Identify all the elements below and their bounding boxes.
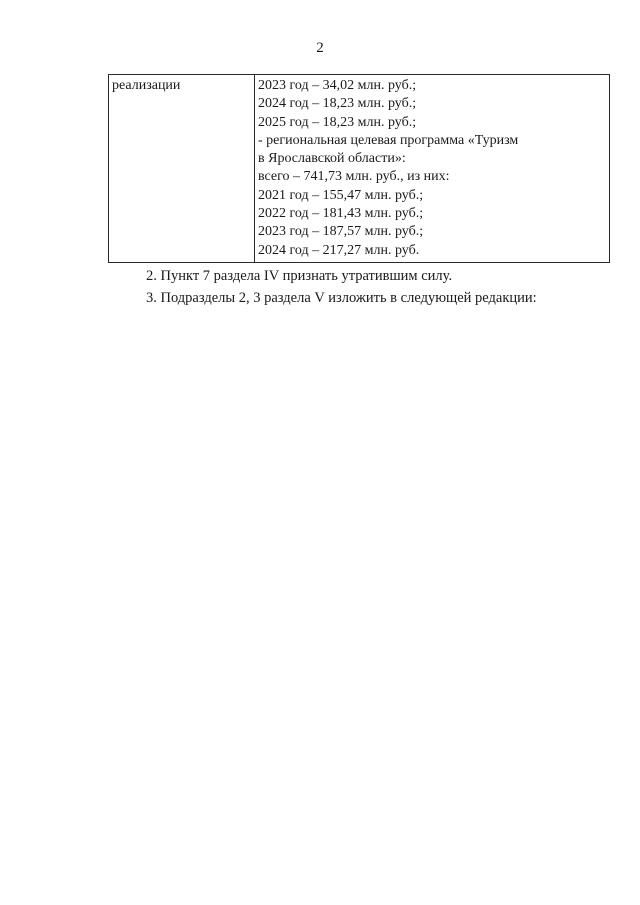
- page-number: 2: [316, 40, 324, 56]
- program-title-line: в Ярославской области»:: [258, 151, 406, 167]
- paragraph-item-2: 2. Пункт 7 раздела IV признать утратившим силу.: [146, 268, 453, 284]
- funding-line: 2024 год – 18,23 млн. руб.;: [258, 96, 417, 112]
- program-funding-table: [108, 74, 610, 263]
- table-row: [109, 75, 610, 263]
- funding-total-line: всего – 741,73 млн. руб., из них:: [258, 169, 450, 185]
- funding-line: 2023 год – 34,02 млн. руб.;: [258, 78, 417, 93]
- paragraph-item-3: 3. Подразделы 2, 3 раздела V изложить в следующей редакции:: [146, 290, 537, 306]
- funding-line: 2023 год – 187,57 млн. руб.;: [258, 224, 424, 240]
- funding-line: 2025 год – 18,23 млн. руб.;: [258, 114, 417, 130]
- funding-line: 2021 год – 155,47 млн. руб.;: [258, 187, 424, 203]
- funding-line: 2024 год – 217,27 млн. руб.: [258, 242, 420, 258]
- program-title-line: - региональная целевая программа «Туризм: [258, 132, 519, 148]
- funding-line: 2022 год – 181,43 млн. руб.;: [258, 206, 424, 222]
- table-label-cell: [109, 75, 255, 263]
- table-label-text: реализации: [112, 78, 181, 93]
- table-value-cell: [255, 75, 610, 263]
